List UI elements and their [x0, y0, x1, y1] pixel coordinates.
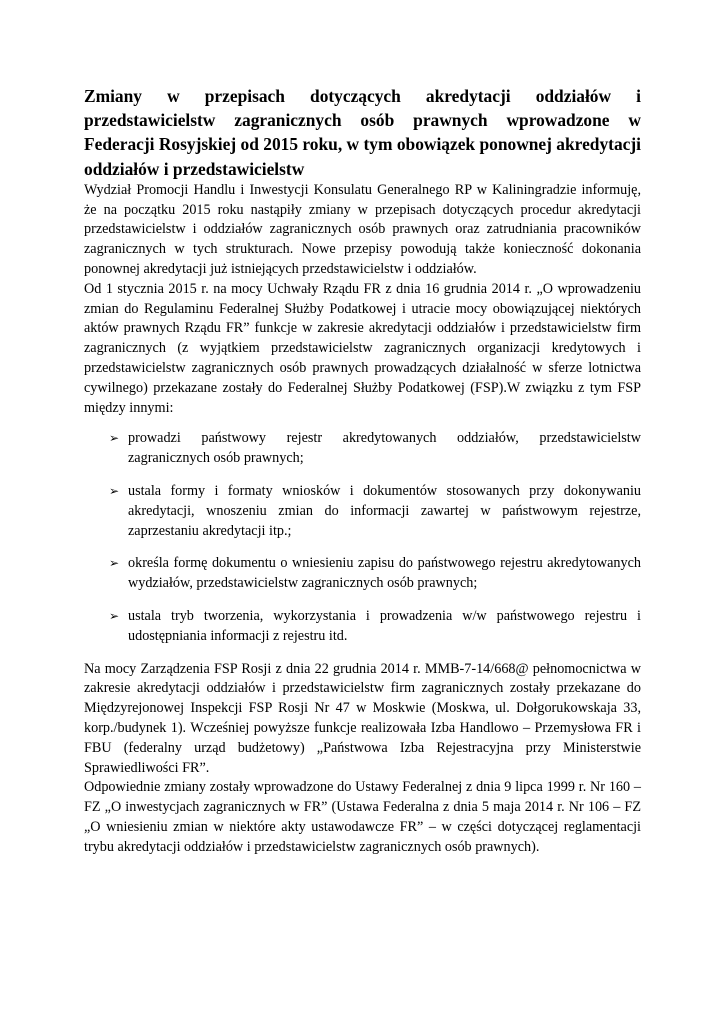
list-item-text: prowadzi państwowy rejestr akredytowanych oddziałów, przedstawicielstw zagranicznych osób prawnych;: [128, 430, 641, 467]
document-title: Zmiany w przepisach dotyczących akredytacji oddziałów i przedstawicielstw zagranicznych osób prawnych wprowadzone w Federacji Rosyjskiej od 2015 roku, w tym obowiązek ponownej akredytacji oddziałów i przedstawicielstw: [84, 86, 641, 179]
list-item-text: ustala formy i formaty wniosków i dokumentów stosowanych przy dokonywaniu akredytacji, wnoszeniu zmian do informacji zawartej w państwowym rejestrze, zaprzestaniu akredytacji itp.;: [128, 482, 641, 539]
list-item-text: ustala tryb tworzenia, wykorzystania i prowadzenia w/w państwowego rejestru i udostępniania informacji z rejestru itd.: [128, 607, 641, 644]
paragraph-mmb-order: Na mocy Zarządzenia FSP Rosji z dnia 22 grudnia 2014 r. MMB-7-14/668@ pełnomocnictwa w zakresie akredytacji oddziałów i przedstawicielstw firm zagranicznych zostały przekazane do Międzyrejonowej Inspekcji FSP Rosji Nr 47 w Moskwie (Moskwa, ul. Dołgorukowskaja 33, korp./budynek 1). Wcześniej powyższe funkcje realizowała Izba Handlowo – Przemysłowa FR i FBU (federalny urząd budżetowy) „Państwowa Izba Rejestracyjna przy Ministerstwie Sprawiedliwości FR”.: [84, 660, 641, 776]
list-item: [84, 482, 641, 541]
document-page: [84, 84, 641, 858]
paragraph-intro: Wydział Promocji Handlu i Inwestycji Konsulatu Generalnego RP w Kaliningradzie informuję, że na początku 2015 roku nastąpiły zmiany w przepisach dotyczących procedur akredytacji przedstawicielstw i oddziałów zagranicznych osób prawnych oraz zatrudniania pracowników zagranicznych w tych strukturach. Nowe przepisy powodują także konieczność dokonania ponownej akredytacji już istniejących przedstawicielstw i oddziałów.: [84, 181, 641, 277]
arrow-bullet-icon: ➢: [109, 431, 120, 446]
paragraph-fsp-transfer: Od 1 stycznia 2015 r. na mocy Uchwały Rządu FR z dnia 16 grudnia 2014 r. „O wprowadzeniu zmian do Regulaminu Federalnej Służby Podatkowej i utracie mocy obowiązującej niektórych aktów prawnych Rządu FR” funkcje w zakresie akredytacji oddziałów i przedstawicielstw firm zagranicznych (z wyjątkiem przedstawicielstw zagranicznych organizacji kredytowych i przedstawicielstw zagranicznych osób prawnych prowadzących działalność w sferze lotnictwa cywilnego) przekazane zostały do Federalnej Służby Podatkowej (FSP).W związku z tym FSP między innymi:: [84, 280, 641, 416]
arrow-bullet-icon: ➢: [109, 556, 120, 571]
arrow-bullet-icon: ➢: [109, 608, 120, 623]
fsp-duties-list: [84, 429, 641, 646]
list-item: [84, 607, 641, 647]
list-item-text: określa formę dokumentu o wniesieniu zapisu do państwowego rejestru akredytowanych wydziałów, przedstawicielstw zagranicznych osób prawnych;: [128, 555, 641, 592]
paragraph-federal-law: Odpowiednie zmiany zostały wprowadzone do Ustawy Federalnej z dnia 9 lipca 1999 r. Nr 160 – FZ „O inwestycjach zagranicznych w FR” (Ustawa Federalna z dnia 5 maja 2014 r. Nr 106 – FZ „O wniesieniu zmian w niektóre akty ustawodawcze FR” – w części dotyczącej reglamentacji trybu akredytacji oddziałów i przedstawicielstw zagranicznych osób prawnych).: [84, 779, 641, 855]
list-item: [84, 429, 641, 469]
arrow-bullet-icon: ➢: [109, 483, 120, 498]
list-item: [84, 554, 641, 594]
